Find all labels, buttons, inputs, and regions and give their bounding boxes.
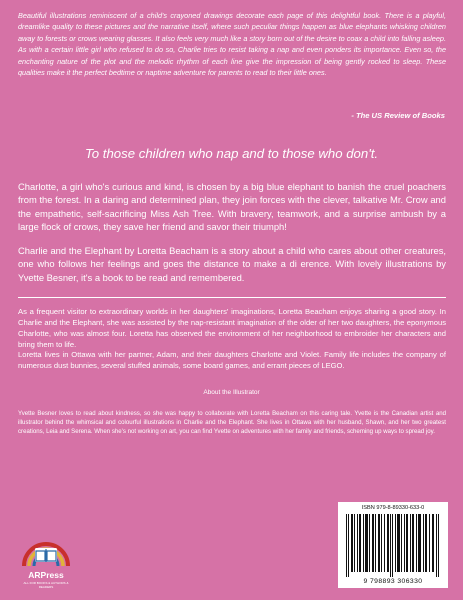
publisher-name: ARPress <box>28 570 64 580</box>
review-source: - The US Review of Books <box>351 111 445 120</box>
dedication: To those children who nap and to those who don't. <box>84 146 379 161</box>
divider <box>18 297 446 298</box>
illustrator-heading: About the Illustrator <box>203 389 260 396</box>
publisher-logo <box>18 526 78 590</box>
barcode <box>338 502 448 588</box>
barcode-bars-icon <box>346 514 440 577</box>
summary-paragraph-2: Charlie and the Elephant by Loretta Beacham is a story about a child who cares about other creatures, one who follows her feelings and goes the distance to make a di erence. With lovely illustrations by Yvette Besner, it's a book to be read and remembered. <box>18 245 446 283</box>
review-quote: Beautiful illustrations reminiscent of a child's crayoned drawings decorate each page of this delightful book. There is a playful, dreamlike quality to these pictures and the narrative itself, where such peculiar things happen as blue elephants whisking children away to forests or crows wearing glasses. It also feels very much like a story born out of the desire to coax a child into falling asleep. As with a certain little girl who refused to do so, Charlie tries to resist taking a nap and even ponders its importance. Even so, the enchanting nature of the plot and the melodic rhythm of each line give the impression of being gently rocked to sleep. These qualities make it the perfect bedtime or naptime adventure for parents to read to their little ones. <box>18 11 446 78</box>
publisher-tagline: ALL FOR BOOKS & AUTHORS & READERS <box>23 581 69 589</box>
book-arch-icon <box>18 526 74 572</box>
isbn-label: ISBN 979-8-89330-633-0 <box>361 505 425 511</box>
summary-paragraph-1: Charlotte, a girl who's curious and kind, is chosen by a big blue elephant to banish the cruel poachers from the forest. In a daring and determined plan, they join forces with the clever, talkative Mr. Crow and the empathetic, self-sacrificing Miss Ash Tree. With bravery, teamwork, and a surprise ambush by a large flock of crows, they save her friend and savor their triumph! <box>18 181 446 232</box>
barcode-digits: 9 798893 306330 <box>363 578 423 585</box>
author-bio-paragraph-2: Loretta lives in Ottawa with her partner, Adam, and their daughters Charlotte and Violet. Family life includes the company of numerous dust bunnies, several stuffed animals, some board games, and errant pieces of LEGO. <box>18 350 446 370</box>
author-bio-paragraph-1: As a frequent visitor to extraordinary worlds in her daughters' imaginations, Loretta Beacham enjoys sharing a good story. In Charlie and the Elephant, she was assisted by the nap-resistant imagination of the older of her two daughters, the eponymous Charlotte, who was almost four. Loretta has observed the environment of her neighborhood to embroider her characters and bring them to life. <box>18 307 446 349</box>
illustrator-bio: Yvette Besner loves to read about kindness, so she was happy to collaborate with Loretta Beacham on this caring tale. Yvette is the Canadian artist and illustrator behind the whimsical and colourful illustrations in Charlie and the Elephant. She lives in Ottawa with her husband, Shawn, and her two greatest creations, Leia and Serena. When she's not working on art, you can find Yvette on adventures with her family and friends, scheming up ways to spread joy. <box>18 410 446 435</box>
